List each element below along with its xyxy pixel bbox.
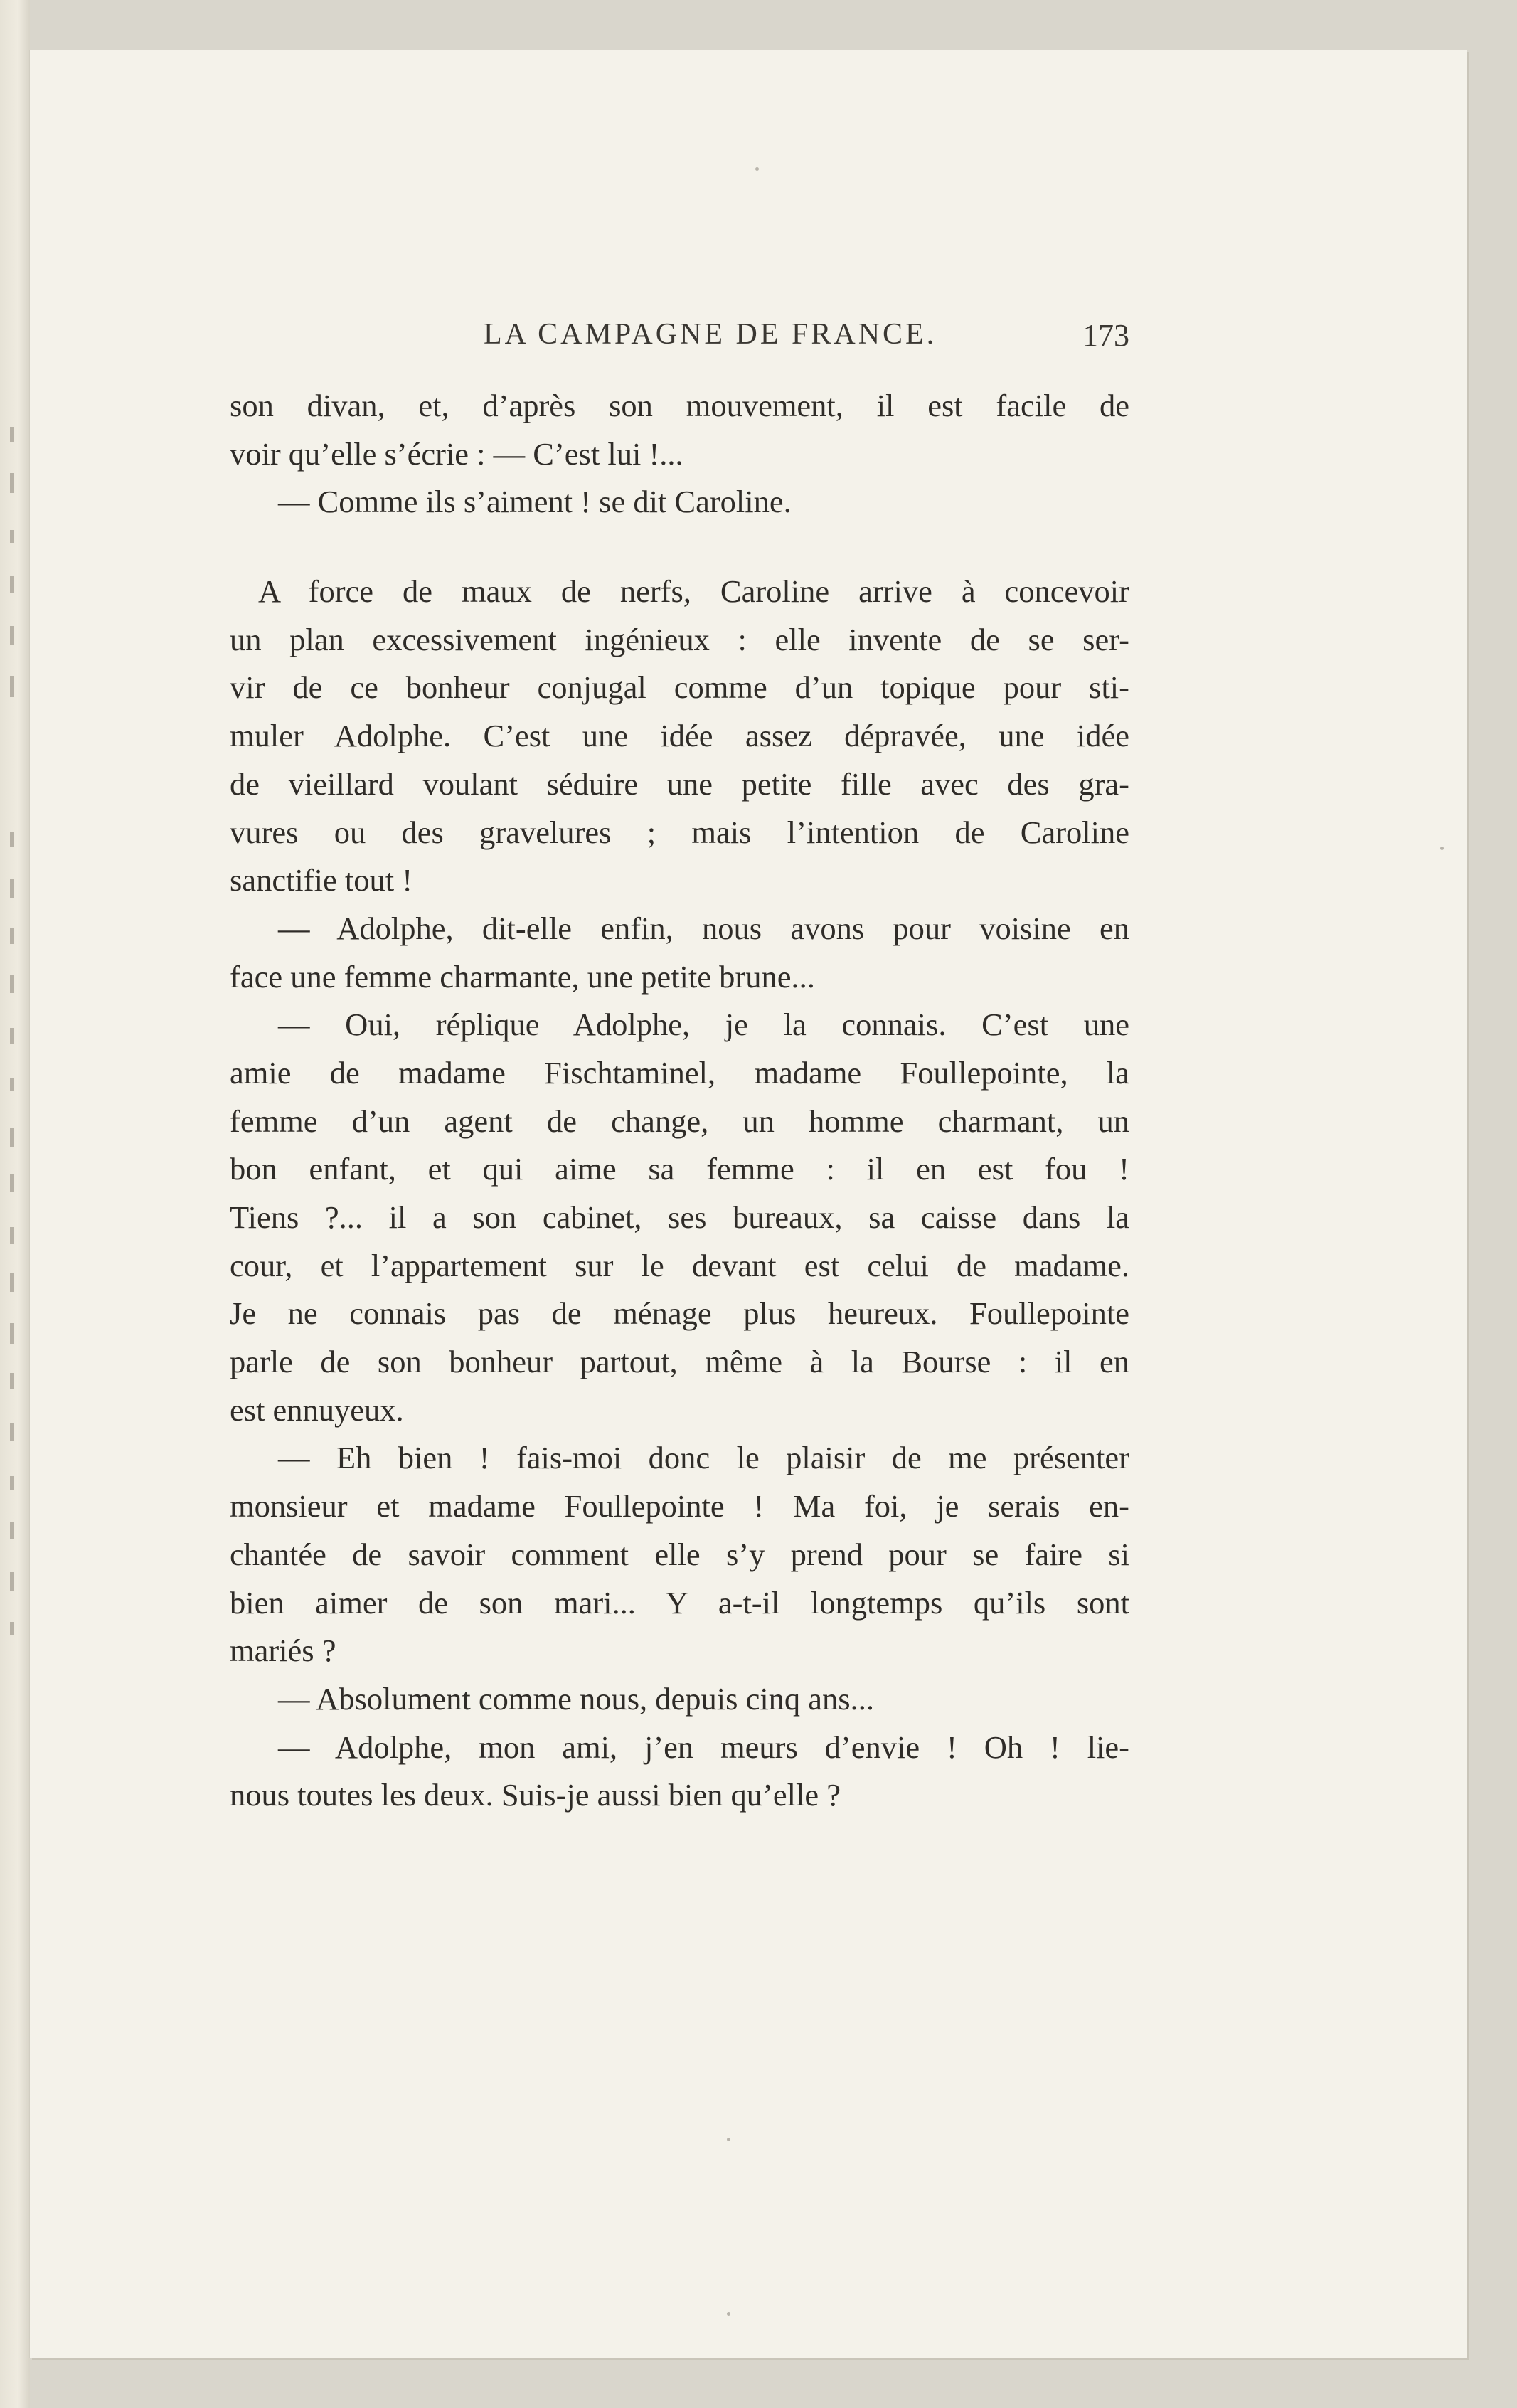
text-line: — Comme ils s’aiment ! se dit Caroline. xyxy=(278,484,792,520)
text-line: — Absolument comme nous, depuis cinq ans... xyxy=(278,1680,875,1717)
text-line: monsieur et madame Foullepointe ! Ma foi, je serais en- xyxy=(230,1488,1129,1524)
text-line: amie de madame Fischtaminel, madame Foullepointe, la xyxy=(230,1054,1129,1091)
running-title: LA CAMPAGNE DE FRANCE. xyxy=(484,318,937,351)
text-line: sanctifie tout ! xyxy=(230,862,413,898)
text-line: vures ou des gravelures ; mais l’intention de Caroline xyxy=(230,814,1129,850)
text-line: femme d’un agent de change, un homme charmant, un xyxy=(230,1103,1129,1139)
paragraph-gap xyxy=(230,526,1129,568)
text-line: chantée de savoir comment elle s’y prend pour se faire si xyxy=(230,1536,1129,1572)
page-number: 173 xyxy=(1082,318,1129,353)
text-line: muler Adolphe. C’est une idée assez dépravée, une idée xyxy=(230,718,1129,754)
text-line: vir de ce bonheur conjugal comme d’un topique pour sti- xyxy=(230,669,1129,706)
text-line: — Adolphe, dit-elle enfin, nous avons pour voisine en xyxy=(278,910,1129,946)
body-text xyxy=(230,382,1129,1820)
text-line: est ennuyeux. xyxy=(230,1391,404,1428)
text-line: parle de son bonheur partout, même à la Bourse : il en xyxy=(230,1344,1129,1380)
text-line: bien aimer de son mari... Y a-t-il longtemps qu’ils sont xyxy=(230,1584,1129,1621)
text-line: un plan excessivement ingénieux : elle invente de se ser- xyxy=(230,621,1129,657)
text-line: son divan, et, d’après son mouvement, il est facile de xyxy=(230,388,1129,423)
text-line: mariés ? xyxy=(230,1633,336,1669)
text-line: nous toutes les deux. Suis-je aussi bien qu’elle ? xyxy=(230,1777,841,1813)
text-line: — Oui, réplique Adolphe, je la connais. C’est une xyxy=(278,1007,1129,1043)
text-line: face une femme charmante, une petite brune... xyxy=(230,958,815,995)
page-header xyxy=(455,317,1129,374)
text-line: cour, et l’appartement sur le devant est celui de madame. xyxy=(230,1247,1129,1283)
text-line: — Eh bien ! fais-moi donc le plaisir de me présenter xyxy=(278,1440,1129,1476)
text-line: Tiens ?... il a son cabinet, ses bureaux, sa caisse dans la xyxy=(230,1199,1129,1235)
text-line: voir qu’elle s’écrie : — C’est lui !... xyxy=(230,435,683,472)
text-line: — Adolphe, mon ami, j’en meurs d’envie ! Oh ! lie- xyxy=(278,1729,1129,1765)
text-line: A force de maux de nerfs, Caroline arrive à concevoir xyxy=(258,573,1129,610)
text-line: de vieillard voulant séduire une petite fille avec des gra- xyxy=(230,765,1129,802)
previous-page-edge xyxy=(0,0,30,2408)
text-line: bon enfant, et qui aime sa femme : il en est fou ! xyxy=(230,1151,1129,1187)
text-line: Je ne connais pas de ménage plus heureux. Foullepointe xyxy=(230,1295,1129,1332)
